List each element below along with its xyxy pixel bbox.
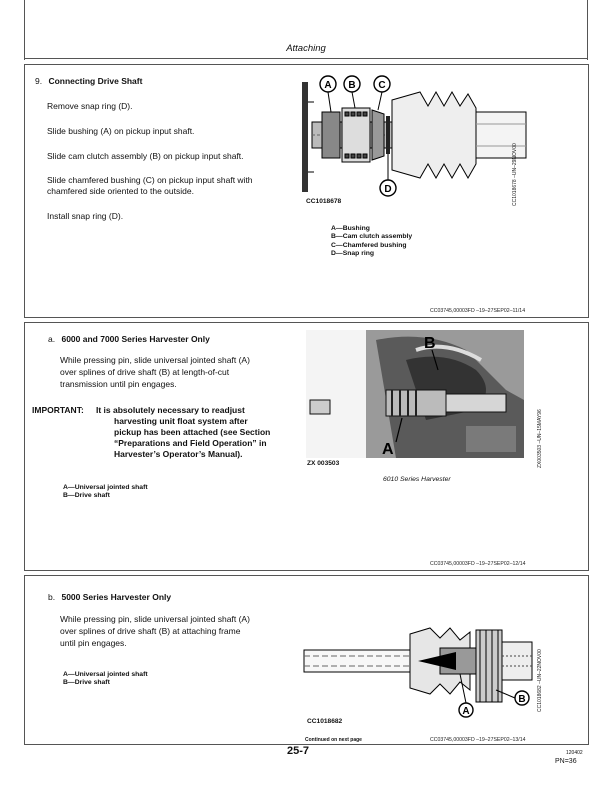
paragraph: until pin engages. [60, 638, 127, 648]
figure-caption: 6010 Series Harvester [383, 476, 451, 483]
callout-b: B [518, 694, 526, 705]
figure-5000-series-shaft [300, 620, 535, 718]
legend [331, 225, 412, 259]
legend-item: B—Drive shaft [63, 492, 110, 500]
figure-vertical-ref: CC1018678 –UN–29NOV00 [512, 143, 518, 206]
paragraph: over splines of drive shaft (B) at attaching frame [60, 626, 241, 636]
figure-vertical-ref: CC1018682 –UN–22NOV00 [537, 649, 543, 712]
figure-id: CC1018682 [307, 718, 343, 725]
paragraph: While pressing pin, slide universal jointed shaft (A) [60, 355, 250, 365]
figure-6010-harvester-photo [306, 330, 524, 458]
reference-code: CC03745,00003FD –19–27SEP02–12/14 [430, 561, 526, 567]
reference-code: CC03745,00003FD –19–27SEP02–13/14 [430, 737, 526, 743]
step-number: b. [48, 592, 56, 602]
step-number: a. [48, 334, 56, 344]
legend-item: B—Drive shaft [63, 679, 110, 687]
legend-item: A—Bushing [331, 225, 370, 232]
important-line: It is absolutely necessary to readjust [96, 405, 245, 415]
legend-item: A—Universal jointed shaft [63, 484, 148, 491]
callout-b: B [348, 80, 356, 91]
figure-id: CC1018678 [306, 198, 342, 205]
step-title: 6000 and 7000 Series Harvester Only [61, 334, 210, 344]
callout-a: A [462, 706, 470, 717]
pn-number: PN=36 [555, 758, 577, 765]
section-header-title: Attaching [286, 43, 326, 54]
right-margin-line [587, 0, 588, 60]
paragraph: Slide bushing (A) on pickup input shaft. [47, 126, 195, 136]
paragraph: Slide chamfered bushing (C) on pickup input shaft with [47, 175, 253, 185]
step-heading [48, 334, 210, 344]
callout-a: A [324, 80, 332, 91]
step-heading [35, 76, 142, 86]
reference-code: CC03745,00003FD –19–27SEP02–11/14 [430, 308, 526, 314]
callout-d: D [384, 184, 392, 195]
legend [63, 484, 148, 501]
paragraph: transmission until pin engages. [60, 379, 177, 389]
figure-vertical-ref: ZX003503 –UN–15MAY96 [537, 409, 543, 468]
important-note [96, 405, 270, 460]
paragraph: chamfered side oriented to the outside. [47, 186, 194, 196]
paragraph: Remove snap ring (D). [47, 101, 133, 111]
page-number: 25-7 [287, 745, 310, 757]
figure-drive-shaft-assembly [300, 72, 532, 202]
important-line: Harvester’s Operator’s Manual). [114, 449, 243, 459]
continued-note: Continued on next page [305, 737, 362, 743]
step-title: 5000 Series Harvester Only [61, 592, 172, 602]
paragraph: over splines of drive shaft (B) at length-of-cut [60, 367, 230, 377]
important-line: harvesting unit float system after [114, 416, 248, 426]
left-margin-line [24, 0, 25, 60]
step-number: 9. [35, 76, 43, 86]
important-label: IMPORTANT: [32, 405, 84, 415]
date-code: 120402 [566, 750, 583, 756]
legend-item: A—Universal jointed shaft [63, 671, 148, 678]
step-title: Connecting Drive Shaft [48, 76, 143, 86]
callout-b: B [424, 335, 436, 352]
paragraph: Slide cam clutch assembly (B) on pickup input shaft. [47, 151, 244, 161]
important-line: pickup has been attached (see Section [114, 427, 271, 437]
legend [63, 671, 148, 688]
legend-item: B—Cam clutch assembly [331, 233, 413, 241]
step-heading [48, 592, 171, 602]
legend-item: D—Snap ring [331, 250, 375, 258]
callout-a: A [382, 441, 394, 458]
callout-c: C [378, 80, 386, 91]
header-rule [24, 58, 588, 59]
paragraph: Install snap ring (D). [47, 211, 124, 221]
legend-item: C—Chamfered bushing [331, 241, 407, 249]
paragraph: While pressing pin, slide universal jointed shaft (A) [60, 614, 250, 624]
important-line: “Preparations and Field Operation” in [114, 438, 267, 448]
figure-id: ZX 003503 [307, 460, 340, 467]
